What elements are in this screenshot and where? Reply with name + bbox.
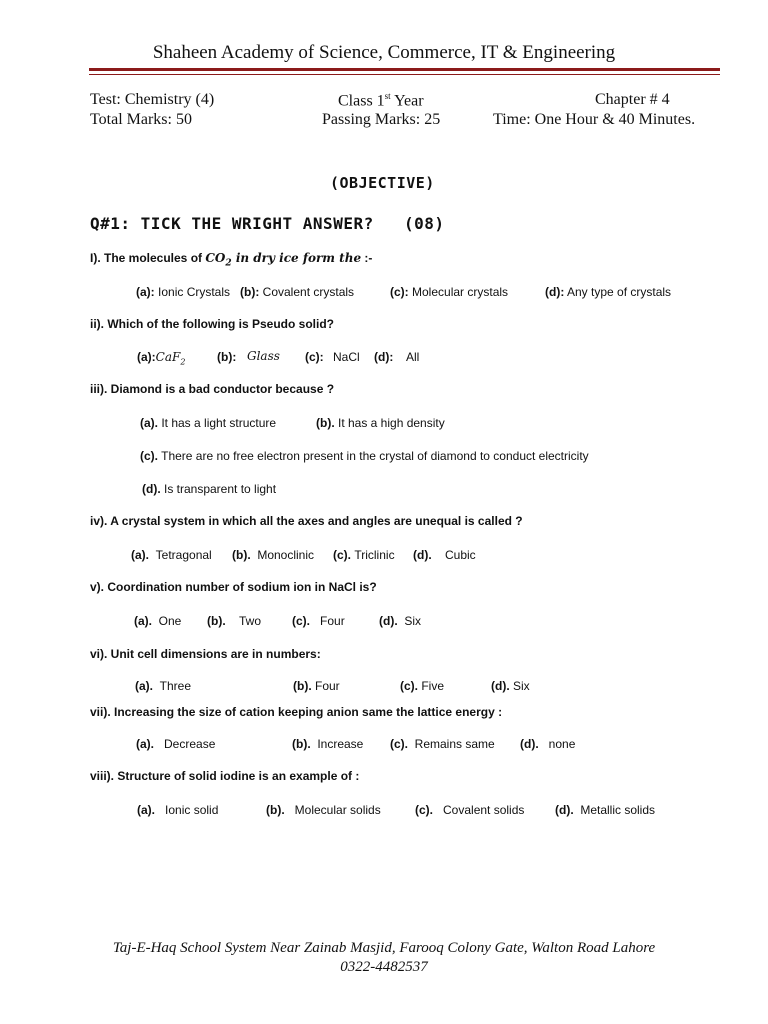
header-rule-thick <box>89 68 720 71</box>
header-rule-thin <box>89 74 720 75</box>
q2-option-b-text: Glass <box>247 349 280 363</box>
q3-option-a[interactable]: (a). It has a light structure <box>140 416 277 430</box>
q7-option-c[interactable]: (c). Remains same <box>390 737 495 751</box>
q1-title: Q#1: TICK THE WRIGHT ANSWER? <box>90 214 374 233</box>
question-2: ii). Which of the following is Pseudo solid? <box>90 317 334 331</box>
q3-option-d[interactable]: (d). Is transparent to light <box>142 482 277 496</box>
q2-option-b[interactable]: (b): <box>217 350 237 364</box>
q8-option-b[interactable]: (b). Molecular solids <box>266 803 381 817</box>
q4-option-d[interactable]: (d). Cubic <box>413 548 476 562</box>
q7-option-a[interactable]: (a). Decrease <box>136 737 216 751</box>
total-marks: Total Marks: 50 <box>90 111 192 128</box>
q6-option-a[interactable]: (a). Three <box>135 679 192 693</box>
q8-option-a[interactable]: (a). Ionic solid <box>137 803 219 817</box>
q8-option-c[interactable]: (c). Covalent solids <box>415 803 525 817</box>
question-1: I). The molecules of $CO_2$ in dry ice form the :- <box>90 251 373 269</box>
q1-option-b[interactable]: (b): Covalent crystals <box>240 285 355 299</box>
q7-option-d[interactable]: (d). none <box>520 737 576 751</box>
q4-option-c[interactable]: (c). Triclinic <box>333 548 395 562</box>
q5-option-b[interactable]: (b). Two <box>207 614 262 628</box>
question-8: viii). Structure of solid iodine is an example of : <box>90 769 360 783</box>
q1-option-a[interactable]: (a): Ionic Crystals <box>136 285 231 299</box>
q8-option-d[interactable]: (d). Metallic solids <box>555 803 656 817</box>
q4-option-b[interactable]: (b). Monoclinic <box>232 548 315 562</box>
section-title: (OBJECTIVE) <box>330 174 435 192</box>
q2-option-a[interactable]: (a):CaF$_2$ <box>137 350 186 367</box>
q6-option-b[interactable]: (b). Four <box>293 679 340 693</box>
question-6: vi). Unit cell dimensions are in numbers: <box>90 647 321 661</box>
question-7: vii). Increasing the size of cation keeping anion same the lattice energy : <box>90 705 503 719</box>
class-year: Class 1st Year <box>338 91 424 110</box>
question-3: iii). Diamond is a bad conductor because ? <box>90 382 335 396</box>
q6-option-c[interactable]: (c). Five <box>400 679 445 693</box>
footer-address: Taj-E-Haq School System Near Zainab Masjid, Farooq Colony Gate, Walton Road Lahore <box>112 940 656 956</box>
footer-phone: 0322-4482537 <box>340 959 428 975</box>
question-5: v). Coordination number of sodium ion in NaCl is? <box>90 580 377 594</box>
passing-marks: Passing Marks: 25 <box>322 111 441 128</box>
time-allowed: Time: One Hour & 40 Minutes. <box>493 111 696 128</box>
q7-option-b[interactable]: (b). Increase <box>292 737 364 751</box>
q2-option-c[interactable]: (c): <box>305 350 324 364</box>
q5-option-a[interactable]: (a). One <box>134 614 182 628</box>
q1-option-c[interactable]: (c): Molecular crystals <box>390 285 509 299</box>
chapter-number: Chapter # 4 <box>595 91 670 108</box>
q5-option-c[interactable]: (c). Four <box>292 614 345 628</box>
q1-marks: (08) <box>404 214 445 233</box>
q1-option-d[interactable]: (d): Any type of crystals <box>545 285 672 299</box>
q2-option-c-text: NaCl <box>333 350 360 364</box>
q6-option-d[interactable]: (d). Six <box>491 679 530 693</box>
q3-option-c[interactable]: (c). There are no free electron present in the crystal of diamond to conduct electricity <box>140 449 589 463</box>
q3-option-b[interactable]: (b). It has a high density <box>316 416 445 430</box>
q4-option-a[interactable]: (a). Tetragonal <box>131 548 212 562</box>
q2-option-d[interactable]: (d): <box>374 350 394 364</box>
q5-option-d[interactable]: (d). Six <box>379 614 421 628</box>
q2-option-d-text: All <box>406 350 420 364</box>
question-4: iv). A crystal system in which all the axes and angles are unequal is called ? <box>90 514 523 528</box>
test-subject: Test: Chemistry (4) <box>90 91 215 108</box>
school-title: Shaheen Academy of Science, Commerce, IT & Engineering <box>152 42 616 63</box>
